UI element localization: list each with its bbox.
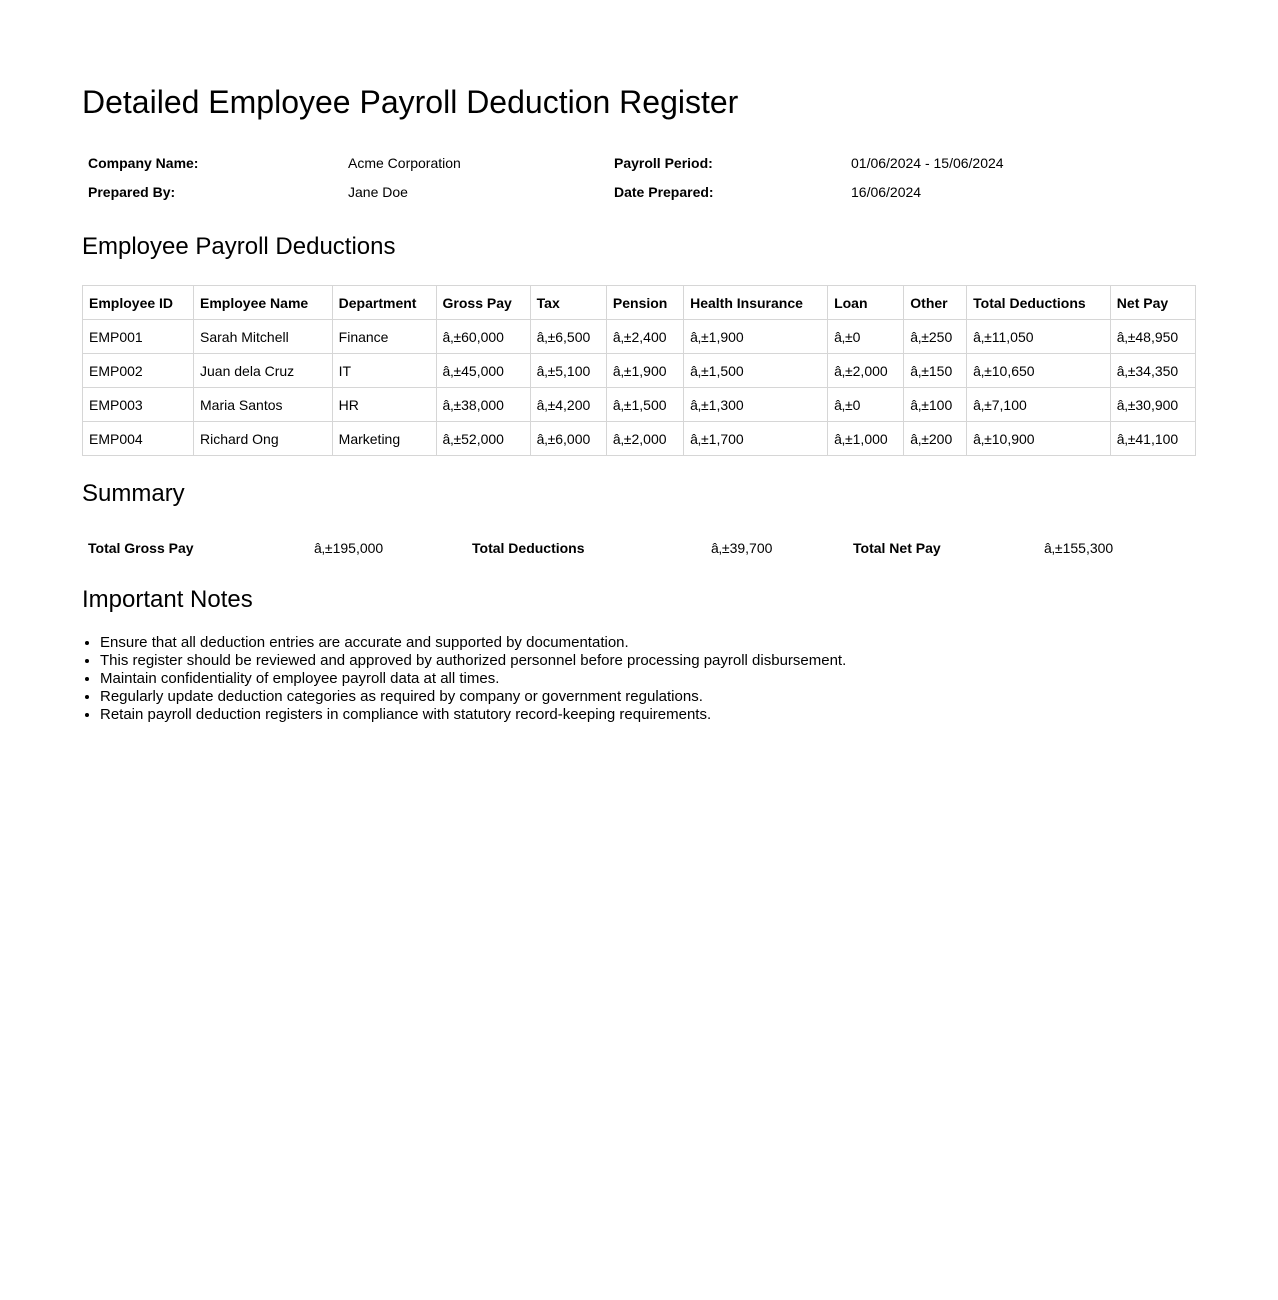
- table-header-row: [83, 286, 1196, 320]
- table-cell: Maria Santos: [194, 388, 333, 422]
- table-cell: â‚±60,000: [436, 320, 530, 354]
- total-deductions-value: â‚±39,700: [711, 540, 773, 556]
- note-item: • Retain payroll deduction registers in compliance with statutory record-keeping requirements.: [100, 706, 1196, 724]
- column-header: Health Insurance: [684, 286, 828, 320]
- table-cell: â‚±30,900: [1110, 388, 1195, 422]
- payroll-period-value: 01/06/2024 - 15/06/2024: [851, 154, 1004, 171]
- table-cell: â‚±2,400: [606, 320, 683, 354]
- note-item: • Maintain confidentiality of employee payroll data at all times.: [100, 670, 1196, 688]
- table-cell: â‚±1,500: [606, 388, 683, 422]
- table-cell: â‚±52,000: [436, 422, 530, 456]
- table-cell: EMP002: [83, 354, 194, 388]
- notes-list: [82, 634, 1196, 724]
- table-cell: â‚±0: [828, 320, 904, 354]
- payroll-period-label: Payroll Period:: [614, 154, 713, 171]
- table-cell: EMP003: [83, 388, 194, 422]
- column-header: Pension: [606, 286, 683, 320]
- column-header: Department: [332, 286, 436, 320]
- column-header: Total Deductions: [967, 286, 1111, 320]
- deductions-heading: Employee Payroll Deductions: [82, 233, 396, 260]
- table-cell: Marketing: [332, 422, 436, 456]
- column-header: Loan: [828, 286, 904, 320]
- company-name-value: Acme Corporation: [348, 154, 461, 171]
- table-cell: Richard Ong: [194, 422, 333, 456]
- table-cell: â‚±6,500: [530, 320, 606, 354]
- table-cell: â‚±1,500: [684, 354, 828, 388]
- table-cell: EMP001: [83, 320, 194, 354]
- column-header: Gross Pay: [436, 286, 530, 320]
- table-cell: EMP004: [83, 422, 194, 456]
- table-cell: â‚±1,000: [828, 422, 904, 456]
- note-item: • Regularly update deduction categories as required by company or government regulations.: [100, 688, 1196, 706]
- table-cell: â‚±10,900: [967, 422, 1111, 456]
- column-header: Tax: [530, 286, 606, 320]
- date-prepared-value: 16/06/2024: [851, 183, 922, 200]
- info-row: [82, 148, 1010, 177]
- table-cell: â‚±1,300: [684, 388, 828, 422]
- table-cell: â‚±200: [904, 422, 967, 456]
- info-row: [82, 177, 1010, 206]
- table-cell: â‚±1,700: [684, 422, 828, 456]
- table-cell: â‚±10,650: [967, 354, 1111, 388]
- summary-row: [82, 534, 1119, 562]
- total-deductions-label: Total Deductions: [472, 540, 585, 556]
- table-cell: â‚±6,000: [530, 422, 606, 456]
- date-prepared-label: Date Prepared:: [614, 183, 714, 200]
- total-net-pay-label: Total Net Pay: [853, 540, 941, 556]
- table-cell: â‚±48,950: [1110, 320, 1195, 354]
- table-row: [83, 320, 1196, 354]
- table-cell: â‚±2,000: [606, 422, 683, 456]
- table-cell: HR: [332, 388, 436, 422]
- deductions-table: [82, 285, 1196, 456]
- prepared-by-label: Prepared By:: [88, 183, 176, 200]
- prepared-by-value: Jane Doe: [348, 183, 408, 200]
- document-title: Detailed Employee Payroll Deduction Register: [82, 84, 739, 120]
- table-cell: Finance: [332, 320, 436, 354]
- table-cell: IT: [332, 354, 436, 388]
- note-item: • Ensure that all deduction entries are accurate and supported by documentation.: [100, 634, 1196, 652]
- table-row: [83, 388, 1196, 422]
- table-cell: â‚±100: [904, 388, 967, 422]
- notes-heading: Important Notes: [82, 586, 253, 613]
- table-cell: â‚±1,900: [606, 354, 683, 388]
- summary-heading: Summary: [82, 480, 185, 507]
- table-row: [83, 354, 1196, 388]
- note-item: • This register should be reviewed and approved by authorized personnel before processing payroll disbursement.: [100, 652, 1196, 670]
- table-cell: â‚±150: [904, 354, 967, 388]
- table-row: [83, 422, 1196, 456]
- table-cell: â‚±250: [904, 320, 967, 354]
- table-cell: â‚±11,050: [967, 320, 1111, 354]
- table-cell: â‚±34,350: [1110, 354, 1195, 388]
- table-cell: Sarah Mitchell: [194, 320, 333, 354]
- summary-table: [82, 534, 1119, 562]
- table-cell: â‚±38,000: [436, 388, 530, 422]
- column-header: Net Pay: [1110, 286, 1195, 320]
- column-header: Other: [904, 286, 967, 320]
- table-cell: Juan dela Cruz: [194, 354, 333, 388]
- table-cell: â‚±4,200: [530, 388, 606, 422]
- table-body: [83, 320, 1196, 456]
- column-header: Employee Name: [194, 286, 333, 320]
- table-cell: â‚±5,100: [530, 354, 606, 388]
- company-name-label: Company Name:: [88, 154, 199, 171]
- document-info-table: [82, 148, 1010, 206]
- table-cell: â‚±1,900: [684, 320, 828, 354]
- table-cell: â‚±45,000: [436, 354, 530, 388]
- total-net-pay-value: â‚±155,300: [1044, 540, 1114, 556]
- table-cell: â‚±0: [828, 388, 904, 422]
- column-header: Employee ID: [83, 286, 194, 320]
- total-gross-pay-value: â‚±195,000: [314, 540, 384, 556]
- table-cell: â‚±41,100: [1110, 422, 1195, 456]
- total-gross-pay-label: Total Gross Pay: [88, 540, 194, 556]
- table-cell: â‚±7,100: [967, 388, 1111, 422]
- table-cell: â‚±2,000: [828, 354, 904, 388]
